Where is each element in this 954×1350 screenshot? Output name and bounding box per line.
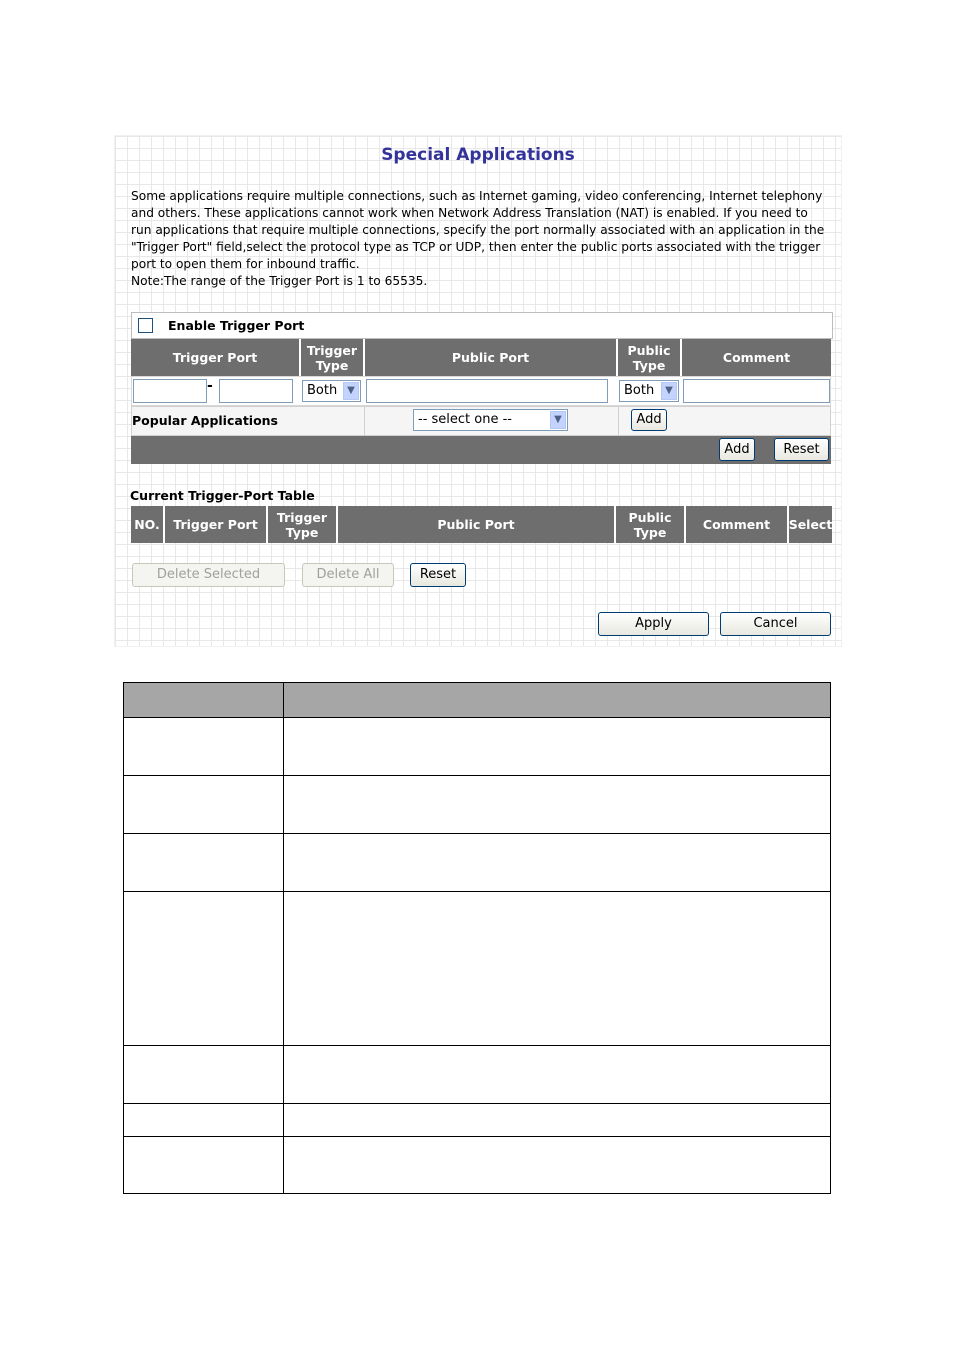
table-row [124,1136,830,1193]
trigger-type-select[interactable] [302,380,361,402]
header-text: Select [788,517,833,532]
description-table [123,682,831,1194]
table-row [124,1045,830,1103]
table-row [124,775,830,833]
popular-apps-label: Popular Applications [132,413,279,428]
trigger-port-to-input[interactable] [219,379,293,403]
header-text: Trigger Port [173,517,258,532]
description-line: "Trigger Port" field,select the protocol type as TCP or UDP, then enter the public ports associated with the trigger [131,240,821,254]
header-text: NO. [134,517,160,532]
enable-trigger-checkbox[interactable] [138,318,153,333]
chevron-down-icon[interactable]: ▼ [550,411,566,429]
delete-all-button[interactable]: Delete All [302,563,394,587]
description-line: port to open them for inbound traffic. [131,257,360,271]
chevron-down-icon[interactable]: ▼ [661,382,677,400]
header-select [789,506,832,543]
page-title: Special Applications [381,145,575,165]
enable-trigger-label: Enable Trigger Port [168,318,305,333]
header-text: Public [627,342,671,358]
header-text: Type [632,357,666,373]
chevron-down-icon[interactable]: ▼ [343,382,359,400]
delete-selected-button[interactable]: Delete Selected [132,563,285,587]
comment-input[interactable] [683,379,830,403]
add-button[interactable]: Add [719,438,755,461]
header-text: Trigger [276,509,328,525]
header-public-type [618,339,682,376]
current-table-title: Current Trigger-Port Table [130,488,315,503]
header-comment [686,506,789,543]
description [131,188,831,290]
table-row [124,717,830,775]
header-comment [682,339,831,376]
header-trigger-type [268,506,338,543]
header-text: Trigger [306,342,358,358]
popular-apps-select[interactable] [413,409,568,431]
public-type-value: Both [624,383,655,398]
cancel-button[interactable]: Cancel [720,612,831,636]
header-trigger-type [301,339,365,376]
header-text: Public [628,509,672,525]
header-text: Type [285,524,319,540]
description-line: and others. These applications cannot work when Network Address Translation (NAT) is enabled. If you need to [131,206,808,220]
header-public-port [365,339,618,376]
public-type-select[interactable] [619,380,679,402]
header-public-type [616,506,686,543]
header-text: Public Port [437,517,515,532]
description-line: Some applications require multiple connections, such as Internet gaming, video conferencing, Internet telephony [131,189,823,203]
trigger-port-from-input[interactable] [133,379,207,403]
table-row [124,891,830,1045]
description-line: Note:The range of the Trigger Port is 1 to 65535. [131,274,428,288]
header-trigger-port [165,506,268,543]
special-applications-panel [115,136,841,646]
port-separator: - [207,378,213,394]
header-text: Public Port [451,350,530,365]
table-row [124,1103,830,1136]
apply-button[interactable]: Apply [598,612,709,636]
header-text: Comment [722,350,791,365]
divider [618,406,619,436]
table-header-row [124,683,830,717]
reset-table-button[interactable]: Reset [410,563,466,587]
header-text: Type [633,524,667,540]
header-public-port [338,506,616,543]
enable-trigger-row [131,312,833,339]
header-no [131,506,165,543]
header-text: Trigger Port [172,350,258,365]
description-line: run applications that require multiple connections, specify the port normally associated with an application in the [131,223,825,237]
popular-add-button[interactable]: Add [631,409,667,431]
public-port-input[interactable] [366,379,608,403]
table-row [124,833,830,891]
header-text: Comment [702,517,771,532]
header-trigger-port [131,339,301,376]
reset-form-button[interactable]: Reset [774,438,829,461]
popular-apps-value: -- select one -- [418,412,512,427]
header-text: Type [315,357,349,373]
divider [364,406,365,436]
trigger-type-value: Both [307,383,338,398]
